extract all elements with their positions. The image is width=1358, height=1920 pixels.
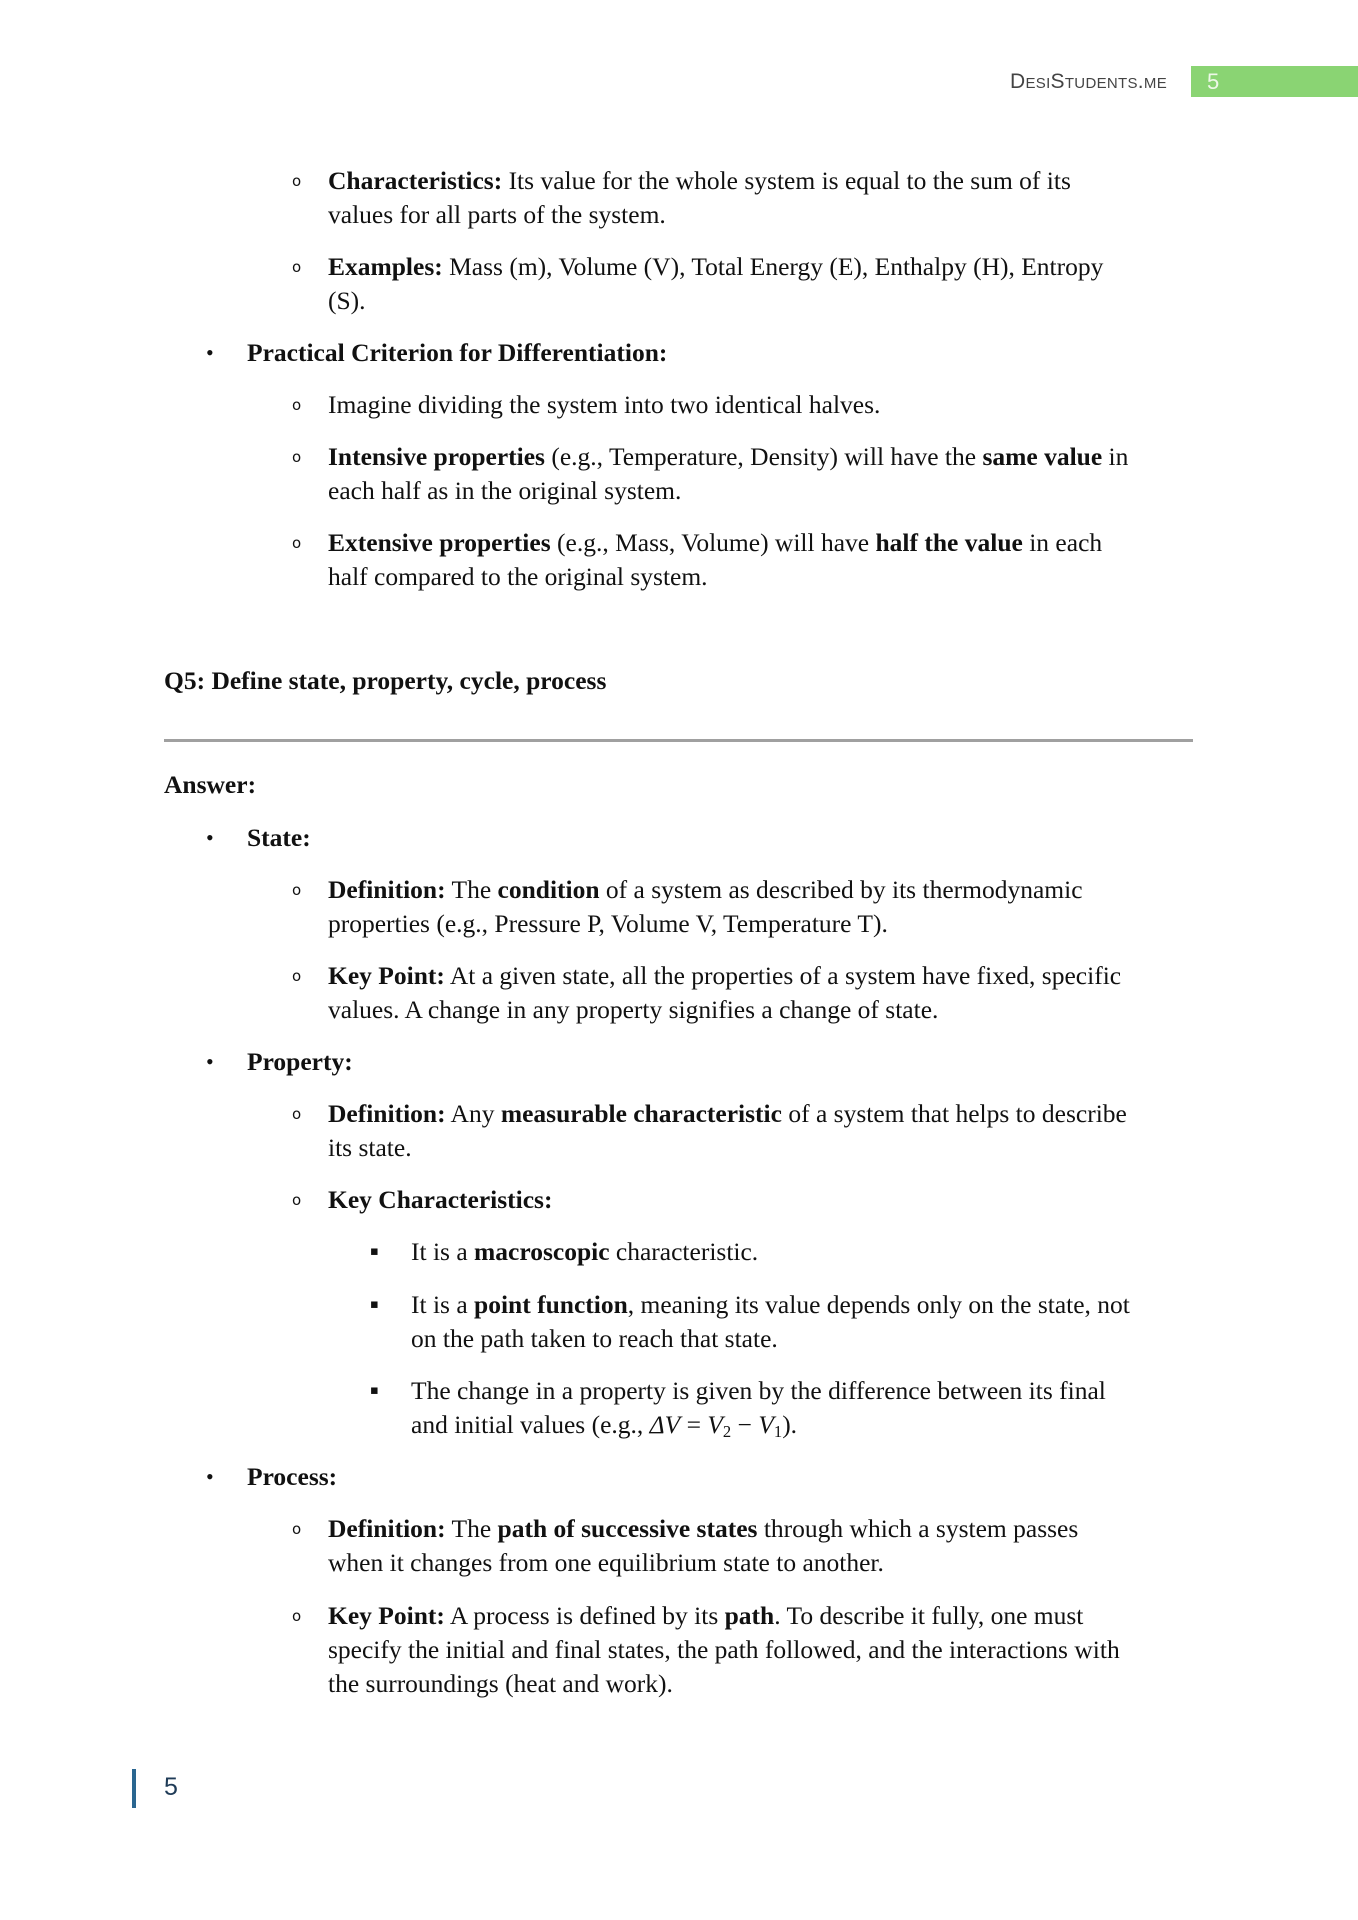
- characteristics-label: Characteristics:: [328, 166, 503, 195]
- extensive-line-1: [328, 526, 1102, 560]
- state-keypoint-text: At a given state, all the properties of a system have fixed, specific: [444, 961, 1122, 990]
- macroscopic-bold: macroscopic: [474, 1237, 610, 1266]
- circle-bullet-icon: o: [292, 172, 302, 190]
- square-bullet-icon: ▪: [370, 1244, 379, 1259]
- square-bullet-icon: ▪: [370, 1297, 379, 1312]
- characteristics-text: Its value for the whole system is equal to the sum of its: [502, 166, 1071, 195]
- property-definition-line-2: its state.: [328, 1133, 412, 1162]
- point-function-pre: It is a: [411, 1290, 475, 1319]
- math-v2: V: [707, 1410, 723, 1439]
- imagine-line: Imagine dividing the system into two identical halves.: [328, 390, 881, 419]
- state-heading: State:: [247, 823, 311, 852]
- intensive-mid: (e.g., Temperature, Density) will have the: [544, 442, 983, 471]
- property-definition-label: Definition:: [328, 1099, 446, 1128]
- change-line-2: [411, 1408, 797, 1449]
- point-function-line-2: on the path taken to reach that state.: [411, 1324, 778, 1353]
- key-characteristics-label: Key Characteristics:: [328, 1185, 553, 1214]
- math-minus: −: [731, 1410, 759, 1439]
- extensive-line-2: half compared to the original system.: [328, 562, 708, 591]
- extensive-bold: half the value: [875, 528, 1023, 557]
- state-definition-line-2: properties (e.g., Pressure P, Volume V, Temperature T).: [328, 909, 888, 938]
- intensive-bold: same value: [982, 442, 1103, 471]
- point-function-bold: point function: [474, 1290, 628, 1319]
- property-definition-bold: measurable characteristic: [500, 1099, 782, 1128]
- characteristics-line-2: values for all parts of the system.: [328, 200, 666, 229]
- circle-bullet-icon: o: [292, 881, 302, 899]
- property-definition-line-1: [328, 1097, 1127, 1131]
- circle-bullet-icon: o: [292, 967, 302, 985]
- examples-line-1: [328, 250, 1103, 284]
- math-v1-subscript: 1: [773, 1422, 783, 1442]
- circle-bullet-icon: o: [292, 258, 302, 276]
- intensive-line-1: [328, 440, 1128, 474]
- process-keypoint-post: . To describe it fully, one must: [774, 1601, 1084, 1630]
- extensive-label: Extensive properties: [328, 528, 551, 557]
- process-keypoint-line-1: [328, 1599, 1083, 1633]
- circle-bullet-icon: o: [292, 1191, 302, 1209]
- macroscopic-line: [411, 1235, 758, 1269]
- criterion-heading: Practical Criterion for Differentiation:: [247, 338, 668, 367]
- math-expression: [649, 1410, 783, 1442]
- circle-bullet-icon: o: [292, 448, 302, 466]
- disc-bullet-icon: •: [206, 1049, 214, 1074]
- footer-page-number: 5: [164, 1773, 178, 1801]
- examples-line-2: (S).: [328, 286, 366, 315]
- property-definition-post: of a system that helps to describe: [781, 1099, 1127, 1128]
- square-bullet-icon: ▪: [370, 1383, 379, 1398]
- circle-bullet-icon: o: [292, 1520, 302, 1538]
- process-keypoint-pre: A process is defined by its: [444, 1601, 725, 1630]
- process-keypoint-label: Key Point:: [328, 1601, 445, 1630]
- state-keypoint-label: Key Point:: [328, 961, 445, 990]
- header-site-name: DesiStudents.me: [1010, 70, 1168, 93]
- footer-accent-bar: [132, 1769, 136, 1808]
- change-line-1: The change in a property is given by the difference between its final: [411, 1376, 1106, 1405]
- state-definition-pre: The: [445, 875, 498, 904]
- circle-bullet-icon: o: [292, 1105, 302, 1123]
- point-function-post: , meaning its value depends only on the state, not: [627, 1290, 1130, 1319]
- macroscopic-post: characteristic.: [609, 1237, 759, 1266]
- question-title: Q5: Define state, property, cycle, process: [164, 666, 607, 695]
- circle-bullet-icon: o: [292, 396, 302, 414]
- process-heading: Process:: [247, 1462, 338, 1491]
- property-heading: Property:: [247, 1047, 353, 1076]
- header-page-badge: [1191, 66, 1358, 97]
- examples-label: Examples:: [328, 252, 443, 281]
- header-page-number: 5: [1207, 69, 1220, 94]
- horizontal-rule: [164, 739, 1193, 742]
- disc-bullet-icon: •: [206, 825, 214, 850]
- process-definition-post: through which a system passes: [757, 1514, 1079, 1543]
- intensive-line-2: each half as in the original system.: [328, 476, 682, 505]
- circle-bullet-icon: o: [292, 534, 302, 552]
- math-v1: V: [758, 1410, 774, 1439]
- math-equals: =: [680, 1410, 708, 1439]
- state-keypoint-line-2: values. A change in any property signifies a change of state.: [328, 995, 939, 1024]
- change-line-2-pre: and initial values (e.g.,: [411, 1410, 650, 1439]
- characteristics-line-1: [328, 164, 1071, 198]
- point-function-line-1: [411, 1288, 1130, 1322]
- state-definition-post: of a system as described by its thermodynamic: [599, 875, 1083, 904]
- intensive-end: in: [1102, 442, 1129, 471]
- math-v2-subscript: 2: [722, 1422, 732, 1442]
- macroscopic-pre: It is a: [411, 1237, 475, 1266]
- state-definition-bold: condition: [497, 875, 600, 904]
- disc-bullet-icon: •: [206, 340, 214, 365]
- process-definition-label: Definition:: [328, 1514, 446, 1543]
- intensive-label: Intensive properties: [328, 442, 545, 471]
- property-definition-pre: Any: [445, 1099, 501, 1128]
- state-definition-label: Definition:: [328, 875, 446, 904]
- process-keypoint-bold: path: [724, 1601, 775, 1630]
- math-delta-v: ΔV: [649, 1410, 681, 1439]
- change-line-2-post: ).: [782, 1410, 798, 1439]
- process-definition-line-1: [328, 1512, 1078, 1546]
- circle-bullet-icon: o: [292, 1607, 302, 1625]
- extensive-mid: (e.g., Mass, Volume) will have: [550, 528, 876, 557]
- process-definition-pre: The: [445, 1514, 498, 1543]
- state-keypoint-line-1: [328, 959, 1121, 993]
- process-definition-bold: path of successive states: [497, 1514, 758, 1543]
- process-keypoint-line-2: specify the initial and final states, the path followed, and the interactions with: [328, 1635, 1120, 1664]
- process-definition-line-2: when it changes from one equilibrium state to another.: [328, 1548, 884, 1577]
- examples-text: Mass (m), Volume (V), Total Energy (E), Enthalpy (H), Entropy: [442, 252, 1104, 281]
- disc-bullet-icon: •: [206, 1464, 214, 1489]
- state-definition-line-1: [328, 873, 1083, 907]
- answer-label: Answer:: [164, 770, 257, 799]
- process-keypoint-line-3: the surroundings (heat and work).: [328, 1669, 673, 1698]
- extensive-end: in each: [1022, 528, 1103, 557]
